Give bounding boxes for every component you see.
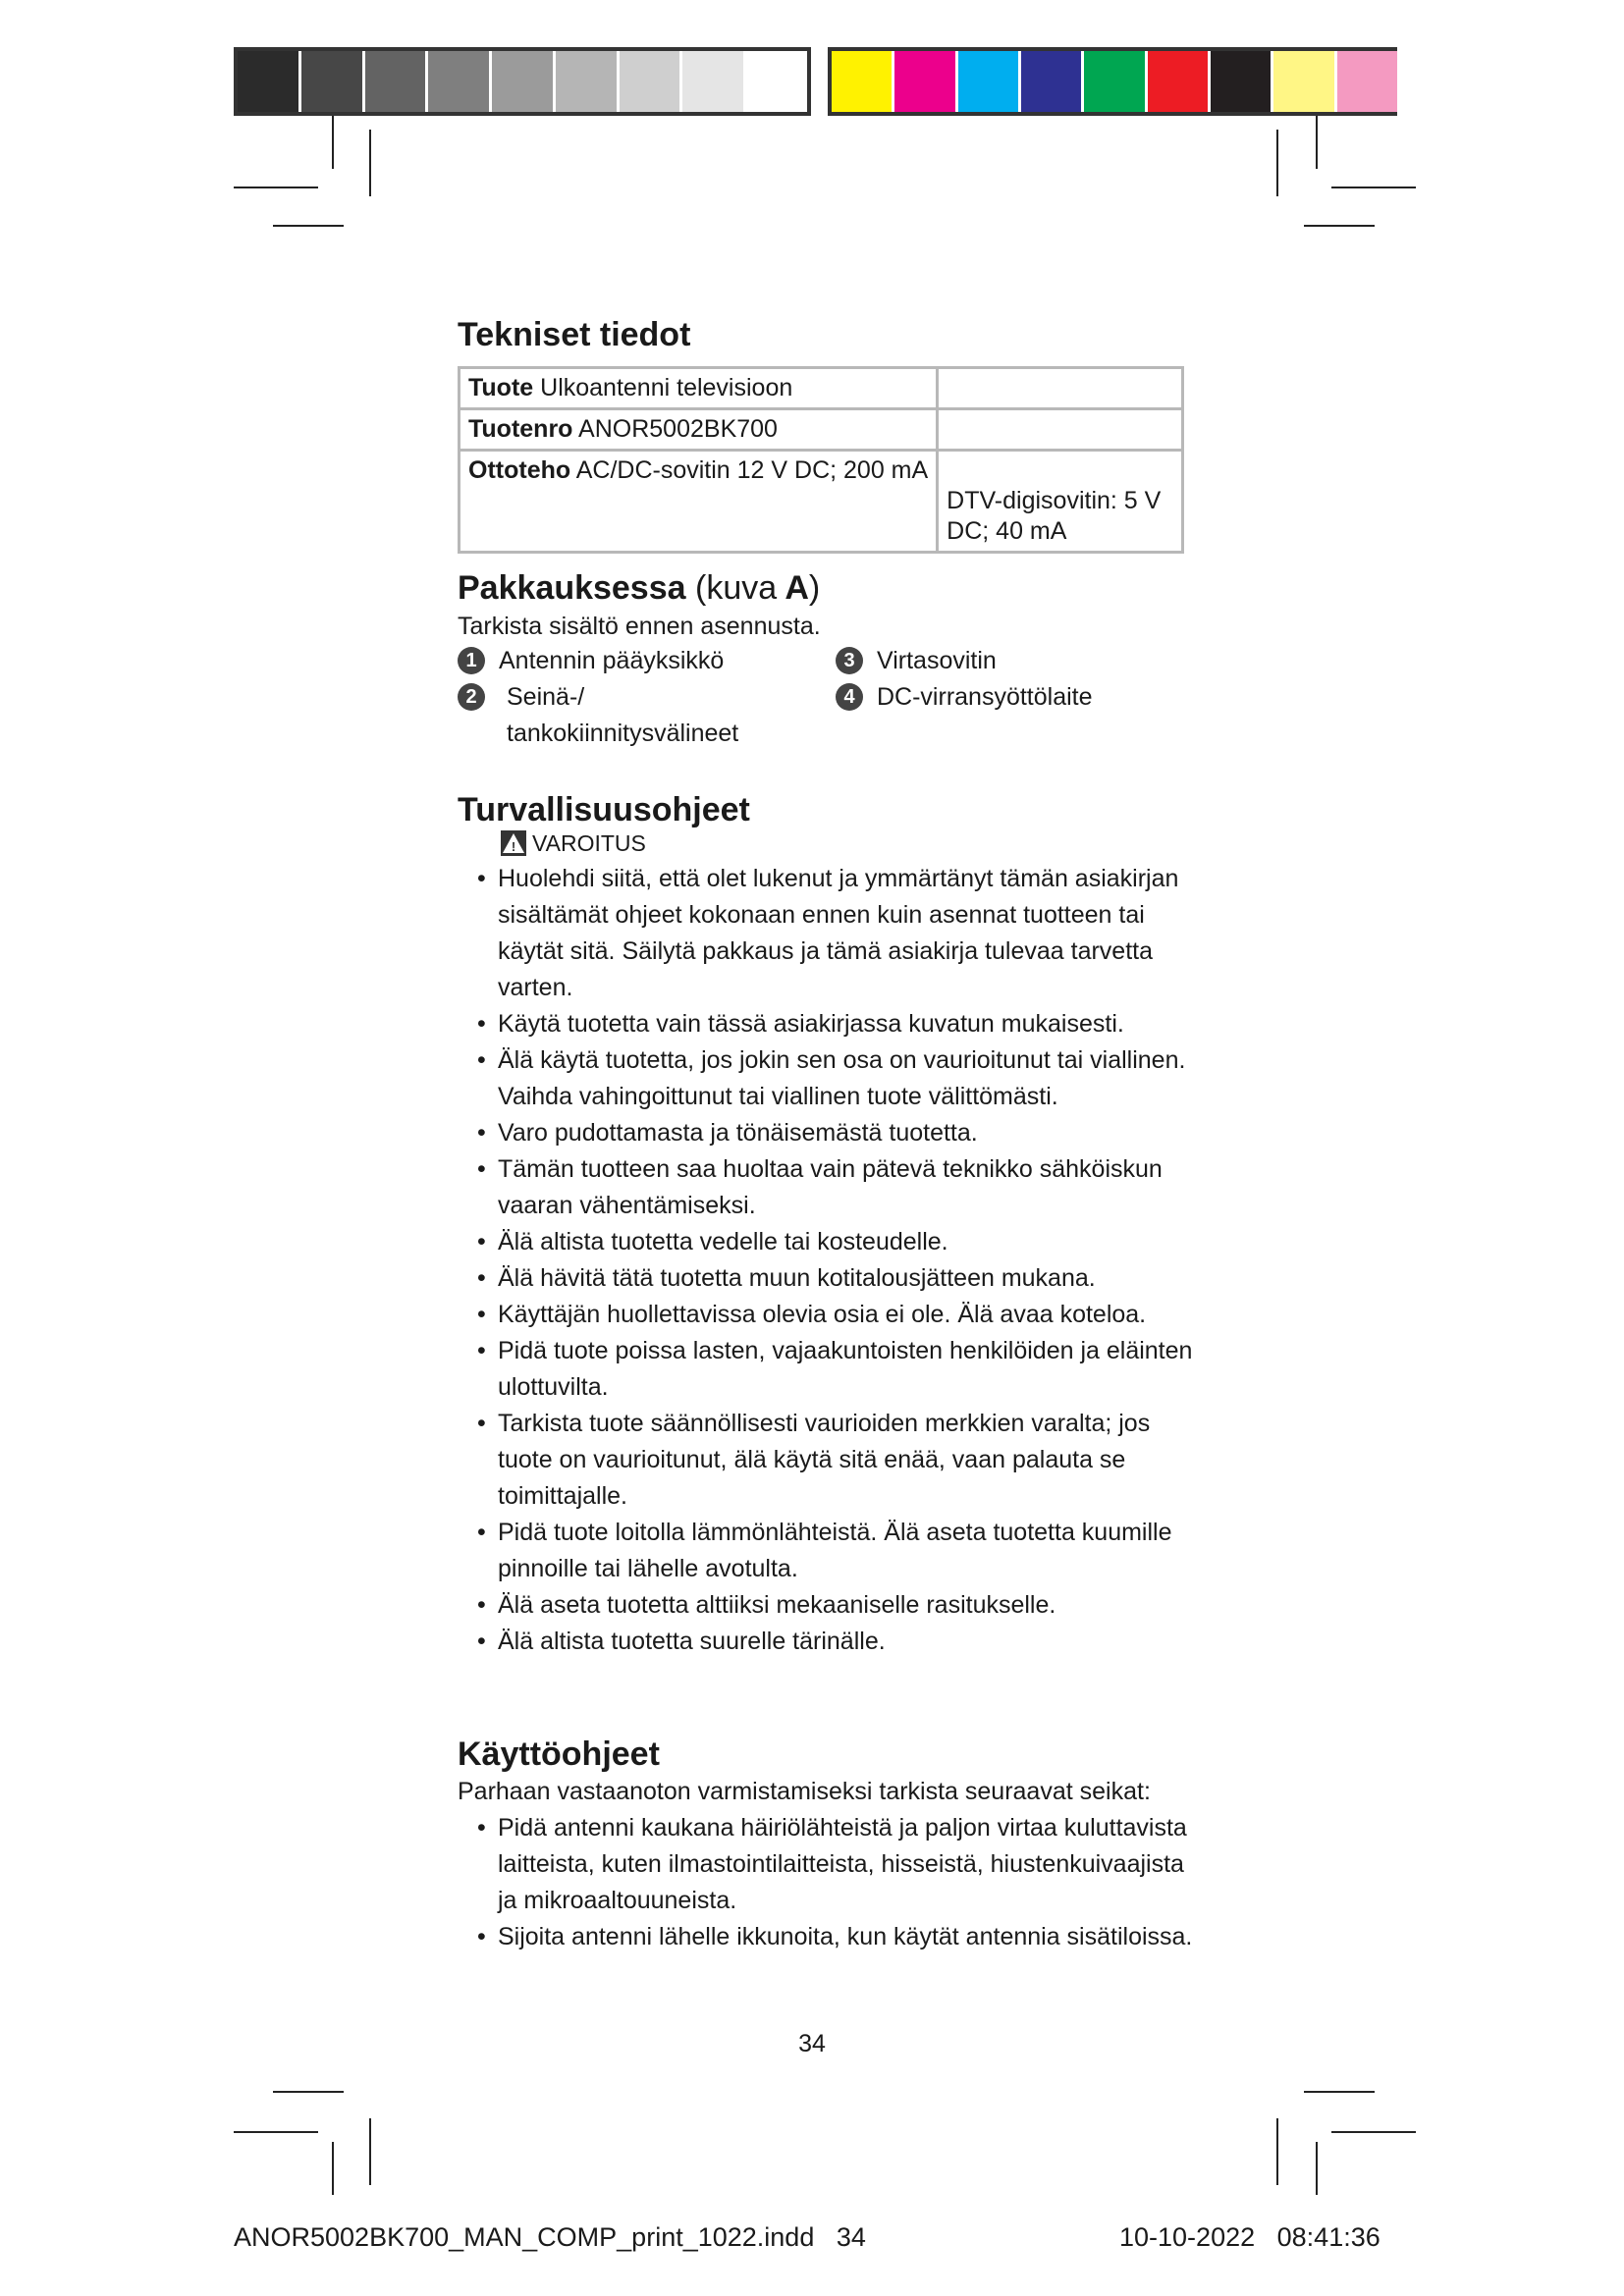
usage-section — [458, 1735, 1204, 1955]
list-item-text: Älä aseta tuotetta alttiiksi mekaaniselle rasitukselle. — [498, 1591, 1056, 1620]
bullet-icon: • — [477, 1814, 486, 1842]
warning-label — [501, 829, 1204, 857]
bullet-icon: • — [477, 1628, 486, 1656]
crop-mark — [369, 2118, 371, 2185]
gray-swatch — [746, 51, 807, 112]
list-item-text: Pidä tuote poissa lasten, vajaakuntoisten henkilöiden ja eläinten ulottuvilta. — [498, 1337, 1193, 1402]
usage-intro: Parhaan vastaanoton varmistamiseksi tarkista seuraavat seikat: — [458, 1778, 1151, 1806]
spec-value-2: DTV-digisovitin: 5 V DC; 40 mA — [947, 487, 1162, 546]
package-title — [458, 569, 1204, 608]
crop-mark — [332, 116, 334, 169]
footer-file-text: ANOR5002BK700_MAN_COMP_print_1022.indd 34 — [234, 2222, 866, 2252]
crop-mark — [273, 2091, 344, 2093]
list-item-text: Tarkista tuote säännöllisesti vaurioiden merkkien varalta; jos tuote on vaurioitunut, älä käytä sitä enää, vaan palauta se toimittajalle. — [498, 1410, 1151, 1511]
color-swatch — [1148, 51, 1211, 112]
number-badge-icon: 2 — [458, 683, 485, 711]
specs-title: Tekniset tiedot — [458, 316, 691, 353]
page-number: 34 — [798, 2030, 826, 2057]
package-item-label: Virtasovitin — [877, 647, 997, 675]
list-item-text: Huolehdi siitä, että olet lukenut ja ymmärtänyt tämän asiakirjan sisältämät ohjeet kokonaan ennen kuin asennat tuotteen tai käytät sitä. Säilytä pakkaus ja tämä asiakirja tulevaa tarvetta varten. — [498, 865, 1179, 1002]
list-item — [458, 1624, 1204, 1660]
crop-mark — [332, 2142, 334, 2195]
safety-title: Turvallisuusohjeet — [458, 791, 750, 828]
bullet-icon: • — [477, 865, 486, 893]
list-item — [458, 1224, 1204, 1260]
color-swatch — [1211, 51, 1273, 112]
spec-value: ANOR5002BK700 — [578, 415, 778, 444]
spec-label: Ottoteho — [468, 456, 571, 485]
bullet-icon: • — [477, 1264, 486, 1293]
list-item — [458, 1919, 1204, 1955]
specs-cell — [460, 451, 938, 553]
list-item-text: Älä hävitä tätä tuotetta muun kotitalousjätteen mukana. — [498, 1264, 1096, 1293]
footer-filename — [234, 2222, 866, 2253]
list-item — [458, 1810, 1204, 1919]
color-swatch — [894, 51, 957, 112]
color-swatch — [958, 51, 1021, 112]
gray-swatch — [682, 51, 746, 112]
svg-text:!: ! — [511, 839, 516, 855]
list-item-text: Varo pudottamasta ja tönäisemästä tuotetta. — [498, 1119, 978, 1148]
list-item-text: Käytä tuotetta vain tässä asiakirjassa kuvatun mukaisesti. — [498, 1010, 1124, 1039]
list-item — [458, 1260, 1204, 1297]
color-calibration-bar — [828, 47, 1397, 116]
list-item — [458, 1587, 1204, 1624]
crop-mark — [1316, 116, 1318, 169]
bullet-icon: • — [477, 1155, 486, 1184]
color-swatch — [832, 51, 894, 112]
color-swatch — [1273, 51, 1336, 112]
crop-mark — [1331, 187, 1416, 188]
bullet-icon: • — [477, 1337, 486, 1365]
gray-swatch — [620, 51, 683, 112]
bullet-icon: • — [477, 1519, 486, 1547]
list-item — [458, 1042, 1204, 1115]
bullet-icon: • — [477, 1046, 486, 1075]
footer-timestamp — [1119, 2222, 1380, 2253]
color-swatch — [1337, 51, 1397, 112]
package-item-label: Seinä-/ tankokiinnitysvälineet — [507, 683, 739, 748]
footer-time: 08:41:36 — [1276, 2222, 1380, 2252]
gray-swatch — [428, 51, 492, 112]
gray-swatch — [301, 51, 365, 112]
bullet-icon: • — [477, 1119, 486, 1148]
gray-swatch — [238, 51, 301, 112]
list-item-text: Älä altista tuotetta suurelle tärinälle. — [498, 1628, 886, 1656]
number-badge-icon: 3 — [836, 647, 863, 674]
gray-swatch — [365, 51, 429, 112]
footer-date: 10-10-2022 — [1119, 2222, 1256, 2252]
list-item-text: Pidä tuote loitolla lämmönlähteistä. Älä aseta tuotetta kuumille pinnoille tai lähelle avotulta. — [498, 1519, 1172, 1583]
package-item-label: Antennin pääyksikkö — [499, 647, 725, 675]
list-item — [458, 1006, 1204, 1042]
specs-cell — [938, 451, 1183, 553]
package-section — [458, 569, 1204, 752]
list-item-text: Tämän tuotteen saa huoltaa vain pätevä teknikko sähköiskun vaaran vähentämiseksi. — [498, 1155, 1163, 1220]
list-item — [458, 1333, 1204, 1406]
crop-mark — [234, 187, 318, 188]
list-item — [458, 861, 1204, 1006]
bullet-icon: • — [477, 1301, 486, 1329]
crop-mark — [1316, 2142, 1318, 2195]
crop-mark — [273, 225, 344, 227]
usage-list — [458, 1810, 1204, 1955]
list-item — [836, 643, 1189, 679]
crop-mark — [1331, 2131, 1416, 2133]
specs-cell — [460, 368, 938, 409]
crop-mark — [1276, 130, 1278, 196]
package-intro: Tarkista sisältö ennen asennusta. — [458, 613, 821, 641]
crop-mark — [1304, 225, 1375, 227]
grayscale-calibration-bar — [234, 47, 811, 116]
usage-title: Käyttöohjeet — [458, 1735, 660, 1773]
list-item — [836, 679, 1189, 752]
package-title-ref-open: (kuva — [695, 569, 778, 607]
package-title-text: Pakkauksessa — [458, 569, 686, 607]
gray-swatch — [556, 51, 620, 112]
list-item-text: Pidä antenni kaukana häiriölähteistä ja paljon virtaa kuluttavista laitteista, kuten ilmastointilaitteista, hisseistä, hiustenkuivaajista ja mikroaaltouuneista. — [498, 1814, 1187, 1915]
list-item — [458, 1297, 1204, 1333]
number-badge-icon: 1 — [458, 647, 485, 674]
list-item-text: Älä käytä tuotetta, jos jokin sen osa on vaurioitunut tai viallinen. Vaihda vahingoittunut tai viallinen tuote välittömästi. — [498, 1046, 1186, 1111]
safety-section — [458, 791, 1204, 1660]
bullet-icon: • — [477, 1591, 486, 1620]
spec-value: Ulkoantenni televisioon — [540, 374, 793, 402]
package-list — [458, 643, 1204, 752]
bullet-icon: • — [477, 1228, 486, 1256]
package-title-ref-close: ) — [808, 569, 821, 607]
list-item — [458, 1115, 1204, 1151]
warning-triangle-icon — [501, 830, 526, 856]
spec-value: AC/DC-sovitin 12 V DC; 200 mA — [575, 456, 929, 485]
list-item-text: Sijoita antenni lähelle ikkunoita, kun käytät antennia sisätiloissa. — [498, 1923, 1193, 1951]
spec-label: Tuote — [468, 374, 534, 402]
table-row — [460, 451, 1183, 553]
safety-list — [458, 861, 1204, 1660]
package-item-label: DC-virransyöttölaite — [877, 683, 1093, 712]
specs-cell — [938, 368, 1183, 409]
bullet-icon: • — [477, 1410, 486, 1438]
specs-table — [458, 366, 1184, 554]
table-row — [460, 409, 1183, 451]
package-title-ref: A — [785, 569, 809, 607]
specs-cell — [460, 409, 938, 451]
list-item — [458, 643, 836, 679]
list-item — [458, 1406, 1204, 1515]
list-item — [458, 1515, 1204, 1587]
crop-mark — [1304, 2091, 1375, 2093]
table-row — [460, 368, 1183, 409]
list-item-text: Älä altista tuotetta vedelle tai kosteudelle. — [498, 1228, 948, 1256]
number-badge-icon: 4 — [836, 683, 863, 711]
bullet-icon: • — [477, 1010, 486, 1039]
crop-mark — [369, 130, 371, 196]
specs-section — [458, 316, 1204, 554]
list-item-text: Käyttäjän huollettavissa olevia osia ei ole. Älä avaa koteloa. — [498, 1301, 1147, 1329]
spec-label: Tuotenro — [468, 415, 573, 444]
specs-cell — [938, 409, 1183, 451]
color-swatch — [1084, 51, 1147, 112]
warning-text: VAROITUS — [532, 830, 646, 857]
list-item — [458, 1151, 1204, 1224]
crop-mark — [234, 2131, 318, 2133]
list-item — [458, 679, 836, 752]
gray-swatch — [492, 51, 556, 112]
color-swatch — [1021, 51, 1084, 112]
bullet-icon: • — [477, 1923, 486, 1951]
crop-mark — [1276, 2118, 1278, 2185]
